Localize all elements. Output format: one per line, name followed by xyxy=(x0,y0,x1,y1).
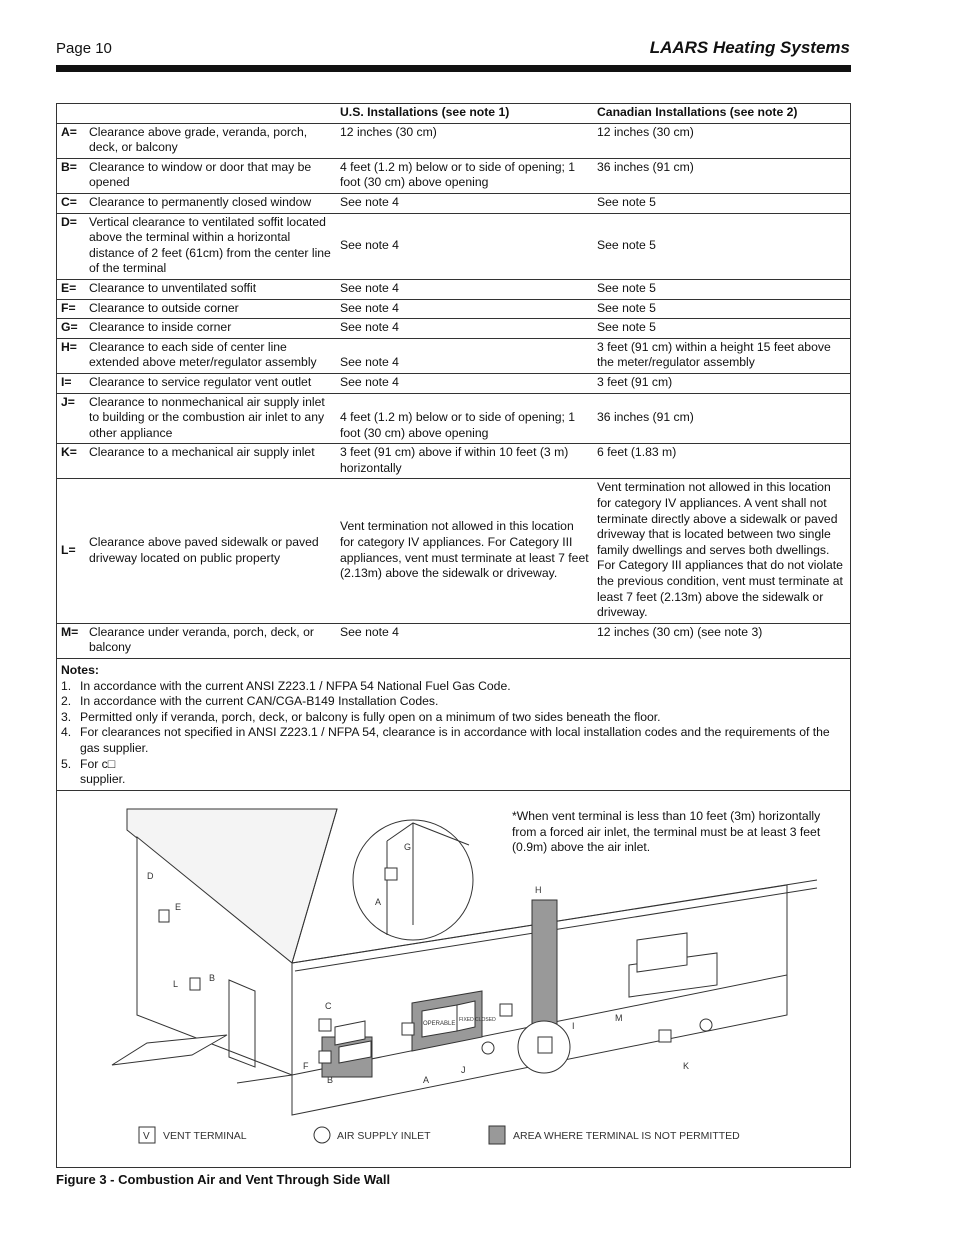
label-i: I xyxy=(572,1021,575,1031)
row-key: M= xyxy=(57,623,86,658)
table-row xyxy=(57,623,851,658)
row-us: 12 inches (30 cm) xyxy=(336,123,593,158)
row-key: I= xyxy=(57,373,86,393)
row-us: See note 4 xyxy=(336,319,593,339)
note-number: 5. xyxy=(61,756,72,771)
note-number: 1. xyxy=(61,678,72,693)
table-row xyxy=(57,373,851,393)
row-key: H= xyxy=(57,338,86,373)
row-desc: Clearance above paved sidewalk or paved driveway located on public property xyxy=(85,479,336,623)
row-key: B= xyxy=(57,158,86,193)
row-us: 4 feet (1.2 m) below or to side of opening; 1 foot (30 cm) above opening xyxy=(336,393,593,444)
row-key: A= xyxy=(57,123,86,158)
legend-air-icon xyxy=(314,1127,330,1143)
legend-area-icon xyxy=(489,1126,505,1144)
row-key: L= xyxy=(57,479,86,623)
vent-terminal-icon xyxy=(385,868,397,880)
figure-note: *When vent terminal is less than 10 feet (3m) horizontally from a forced air inlet, the terminal must be at least 3 feet (0.9m) above the air inlet. xyxy=(512,809,821,855)
label-d: D xyxy=(147,871,154,881)
row-ca: 6 feet (1.83 m) xyxy=(593,444,851,479)
header-rule xyxy=(56,65,851,72)
row-ca: 36 inches (91 cm) xyxy=(593,393,851,444)
page-number: Page 10 xyxy=(56,40,112,57)
note-text: For clearances not specified in ANSI Z223.1 / NFPA 54, clearance is in accordance with local installation codes and the requirements of the gas supplier. xyxy=(80,725,830,755)
vent-terminal-icon xyxy=(319,1019,331,1031)
inside-corner-detail xyxy=(353,820,473,940)
notes-row xyxy=(57,659,851,791)
label-j: J xyxy=(461,1065,466,1075)
note-number: 2. xyxy=(61,694,72,709)
table-row xyxy=(57,123,851,158)
legend-vent-text: VENT TERMINAL xyxy=(163,1130,247,1142)
header-canada: Canadian Installations (see note 2) xyxy=(593,104,851,124)
label-l: L xyxy=(173,979,179,989)
table-row xyxy=(57,193,851,213)
vent-terminal-icon xyxy=(190,978,200,990)
row-us: Vent termination not allowed in this location for category IV appliances. For Category III appliances, vent must terminate at least 7 feet (2.13m) above the sidewalk or driveway. xyxy=(336,479,593,623)
row-desc: Clearance to service regulator vent outlet xyxy=(85,373,336,393)
table-row xyxy=(57,158,851,193)
label-g: G xyxy=(404,842,412,852)
row-ca: 3 feet (91 cm) xyxy=(593,373,851,393)
label-h: H xyxy=(535,885,542,895)
row-desc: Clearance to window or door that may be opened xyxy=(85,158,336,193)
row-us: See note 4 xyxy=(336,338,593,373)
label-m: M xyxy=(615,1013,623,1023)
note-item xyxy=(61,679,847,695)
header-us: U.S. Installations (see note 1) xyxy=(336,104,593,124)
row-desc: Clearance above grade, veranda, porch, deck, or balcony xyxy=(85,123,336,158)
row-ca: 12 inches (30 cm) xyxy=(593,123,851,158)
label-e: E xyxy=(175,902,182,912)
row-us: See note 4 xyxy=(336,373,593,393)
row-desc: Clearance to outside corner xyxy=(85,299,336,319)
label-a-lower: A xyxy=(423,1075,430,1085)
label-a: A xyxy=(375,897,382,907)
brand-title: LAARS Heating Systems xyxy=(649,38,850,57)
row-key: K= xyxy=(57,444,86,479)
sidewalk xyxy=(112,1035,227,1065)
legend-vent-symbol: V xyxy=(143,1131,150,1142)
row-ca: See note 5 xyxy=(593,213,851,279)
row-key: D= xyxy=(57,213,86,279)
fixed-closed-label: FIXED CLOSED xyxy=(459,1017,496,1023)
label-b-lower: B xyxy=(327,1075,334,1085)
vent-terminal-icon xyxy=(319,1051,331,1063)
label-k: K xyxy=(683,1061,690,1071)
note-text: In accordance with the current CAN/CGA-B149 Installation Codes. xyxy=(80,694,439,709)
table-header-row xyxy=(57,104,851,124)
label-f: F xyxy=(303,1061,309,1071)
table-row xyxy=(57,393,851,444)
note-item xyxy=(61,725,847,756)
row-us: See note 4 xyxy=(336,279,593,299)
meter-detail xyxy=(518,1021,570,1073)
row-desc: Clearance to each side of center line extended above meter/regulator assembly xyxy=(85,338,336,373)
row-ca: See note 5 xyxy=(593,319,851,339)
label-c: C xyxy=(325,1001,332,1011)
air-inlet-icon xyxy=(700,1019,712,1031)
row-key: F= xyxy=(57,299,86,319)
header-desc-cell xyxy=(85,104,336,124)
row-ca: See note 5 xyxy=(593,193,851,213)
row-desc: Clearance to unventilated soffit xyxy=(85,279,336,299)
note-text: In accordance with the current ANSI Z223.1 / NFPA 54 National Fuel Gas Code. xyxy=(80,678,511,693)
figure-caption: Figure 3 - Combustion Air and Vent Through Side Wall xyxy=(56,1172,391,1187)
row-us: See note 4 xyxy=(336,623,593,658)
header-key-cell xyxy=(57,104,86,124)
note-item xyxy=(61,694,847,710)
table-row xyxy=(57,444,851,479)
row-desc: Clearance to inside corner xyxy=(85,319,336,339)
row-ca: 3 feet (91 cm) within a height 15 feet above the meter/regulator assembly xyxy=(593,338,851,373)
table-row xyxy=(57,319,851,339)
row-key: J= xyxy=(57,393,86,444)
row-ca: See note 5 xyxy=(593,299,851,319)
vent-terminal-icon xyxy=(159,910,169,922)
table-row xyxy=(57,299,851,319)
row-ca: 36 inches (91 cm) xyxy=(593,158,851,193)
label-b-left: B xyxy=(209,973,216,983)
notes-title: Notes: xyxy=(61,663,99,677)
vent-terminal-icon xyxy=(500,1004,512,1016)
table-row xyxy=(57,338,851,373)
note-item xyxy=(61,710,847,726)
row-ca: See note 5 xyxy=(593,279,851,299)
note-number: 4. xyxy=(61,725,72,740)
note-number: 3. xyxy=(61,709,72,724)
vent-terminal-icon xyxy=(402,1023,414,1035)
row-key: E= xyxy=(57,279,86,299)
row-ca: Vent termination not allowed in this location for category IV appliances. A vent shall not terminate directly above a sidewalk or paved driveway that is located between two single family dwellings and serves both dwellings. For Category III appliances that do not violate the previous condition, vent must terminate at least 7 feet (2.13m) above the sidewalk or driveway. xyxy=(593,479,851,623)
legend-area-text: AREA WHERE TERMINAL IS NOT PERMITTED xyxy=(513,1130,740,1142)
row-desc: Vertical clearance to ventilated soffit located above the terminal within a horizontal distance of 2 feet (61cm) from the center line of the terminal xyxy=(85,213,336,279)
row-us: 3 feet (91 cm) above if within 10 feet (3 m) horizontally xyxy=(336,444,593,479)
row-desc: Clearance to nonmechanical air supply inlet to building or the combustion air inlet to any other appliance xyxy=(85,393,336,444)
row-key: G= xyxy=(57,319,86,339)
table-row xyxy=(57,479,851,623)
row-us: See note 4 xyxy=(336,213,593,279)
row-desc: Clearance to permanently closed window xyxy=(85,193,336,213)
row-us: See note 4 xyxy=(336,299,593,319)
row-ca: 12 inches (30 cm) (see note 3) xyxy=(593,623,851,658)
table-row xyxy=(57,279,851,299)
note-text: Permitted only if veranda, porch, deck, or balcony is fully open on a minimum of two sides beneath the floor. xyxy=(80,709,661,724)
row-desc: Clearance to a mechanical air supply inlet xyxy=(85,444,336,479)
row-us: 4 feet (1.2 m) below or to side of opening; 1 foot (30 cm) above opening xyxy=(336,158,593,193)
air-inlet-icon xyxy=(482,1042,494,1054)
note-text: For c□ supplier. xyxy=(80,756,126,787)
operable-label: OPERABLE xyxy=(423,1021,456,1027)
row-desc: Clearance under veranda, porch, deck, or balcony xyxy=(85,623,336,658)
vent-terminal-icon xyxy=(659,1030,671,1042)
table-row xyxy=(57,213,851,279)
row-key: C= xyxy=(57,193,86,213)
notes-cell xyxy=(57,659,851,791)
legend-air-text: AIR SUPPLY INLET xyxy=(337,1130,431,1142)
row-us: See note 4 xyxy=(336,193,593,213)
fixed-closed-window xyxy=(457,1001,475,1031)
clearance-table xyxy=(56,103,851,791)
